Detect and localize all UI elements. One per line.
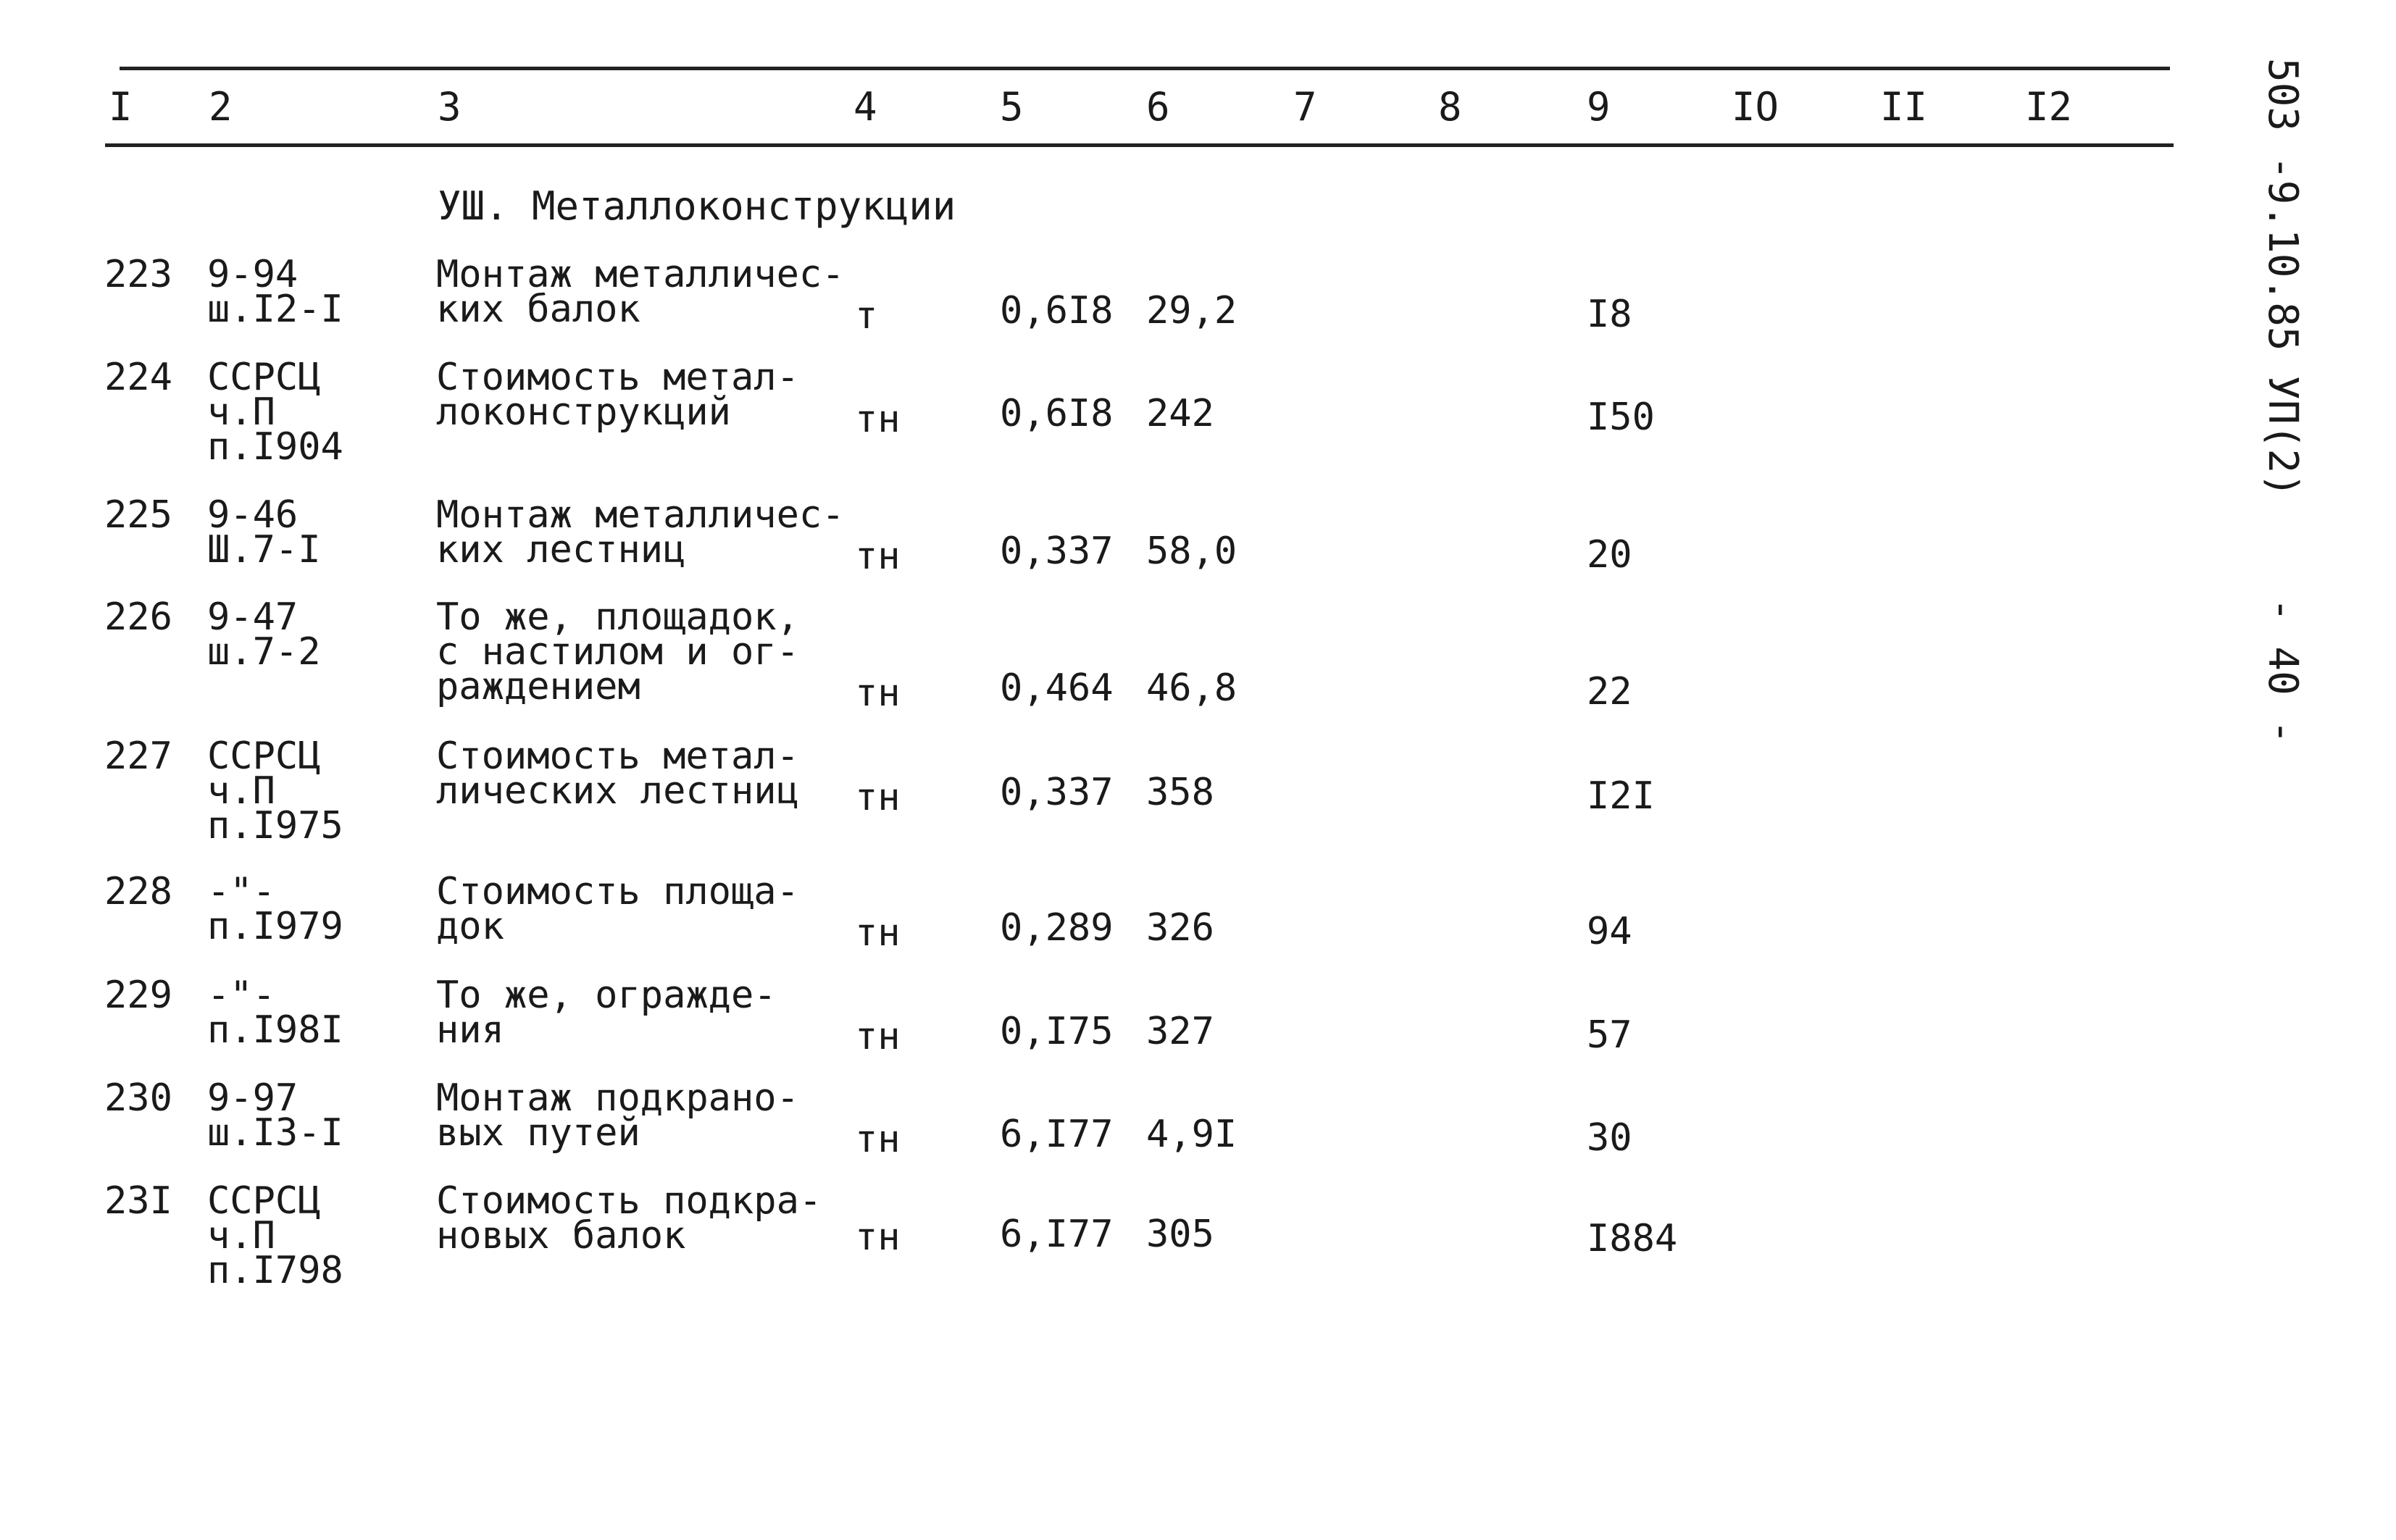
unit-price: 242	[1146, 392, 1214, 435]
column-header: 9	[1587, 84, 1611, 130]
column-header: IO	[1732, 84, 1779, 130]
quantity: 0,6I8	[1000, 392, 1114, 435]
norm-code: -"- п.I98I	[207, 974, 343, 1052]
column-header: I2	[2025, 84, 2073, 130]
row-number: 226	[104, 595, 172, 639]
unit: тн	[855, 1015, 901, 1058]
unit-price: 305	[1146, 1213, 1214, 1256]
row-number: 228	[104, 870, 172, 913]
work-description: Стоимость подкра- новых балок	[436, 1179, 822, 1257]
column-header: 6	[1146, 84, 1170, 130]
work-description: Стоимость метал- локонструкций	[436, 356, 799, 434]
quantity: 0,337	[1000, 771, 1114, 814]
row-number: 229	[104, 974, 172, 1017]
work-description: То же, огражде- ния	[436, 974, 777, 1052]
page-number: - 40 -	[2259, 598, 2306, 745]
document-code: 503 -9.10.85 УП(2)	[2259, 58, 2306, 498]
norm-code: 9-47 ш.7-2	[207, 595, 321, 674]
column-header: 3	[438, 84, 462, 130]
unit-price: 46,8	[1146, 666, 1237, 710]
total-cost: I884	[1587, 1217, 1678, 1260]
norm-code: ССРСЦ ч.П п.I798	[207, 1179, 343, 1292]
norm-code: 9-97 ш.I3-I	[207, 1076, 343, 1155]
work-description: Монтаж подкрано- вых путей	[436, 1076, 799, 1155]
norm-code: 9-46 Ш.7-I	[207, 493, 321, 572]
row-number: 227	[104, 735, 172, 778]
row-number: 23I	[104, 1179, 172, 1223]
quantity: 0,I75	[1000, 1010, 1114, 1053]
work-description: Стоимость метал- лических лестниц	[436, 735, 799, 813]
section-title: УШ. Металлоконструкции	[438, 183, 956, 229]
unit: тн	[855, 1215, 901, 1259]
work-description: Стоимость площа- док	[436, 870, 799, 948]
unit-price: 326	[1146, 906, 1214, 950]
quantity: 0,6I8	[1000, 289, 1114, 332]
column-header: 5	[1000, 84, 1024, 130]
unit: тн	[855, 1118, 901, 1161]
unit-price: 4,9I	[1146, 1113, 1237, 1156]
unit-price: 327	[1146, 1010, 1214, 1053]
total-cost: I50	[1587, 396, 1655, 439]
header-top-rule	[120, 67, 2170, 70]
quantity: 6,I77	[1000, 1113, 1114, 1156]
work-description: Монтаж металличес- ких балок	[436, 253, 845, 331]
quantity: 6,I77	[1000, 1213, 1114, 1256]
column-header: 2	[209, 84, 233, 130]
column-header: 7	[1293, 84, 1317, 130]
total-cost: 94	[1587, 910, 1632, 953]
norm-code: -"- п.I979	[207, 870, 343, 948]
row-number: 225	[104, 493, 172, 537]
column-header: I	[109, 84, 133, 130]
norm-code: ССРСЦ ч.П п.I904	[207, 356, 343, 469]
unit: т	[855, 294, 878, 338]
unit: тн	[855, 535, 901, 578]
column-header: II	[1880, 84, 1928, 130]
quantity: 0,289	[1000, 906, 1114, 950]
total-cost: 57	[1587, 1013, 1632, 1057]
header-bottom-rule	[105, 143, 2174, 147]
unit: тн	[855, 398, 901, 441]
norm-code: ССРСЦ ч.П п.I975	[207, 735, 343, 848]
total-cost: I2I	[1587, 774, 1655, 818]
total-cost: 30	[1587, 1116, 1632, 1160]
unit-price: 29,2	[1146, 289, 1237, 332]
norm-code: 9-94 ш.I2-I	[207, 253, 343, 331]
row-number: 223	[104, 253, 172, 296]
unit: тн	[855, 671, 901, 715]
total-cost: 22	[1587, 670, 1632, 713]
row-number: 230	[104, 1076, 172, 1120]
quantity: 0,464	[1000, 666, 1114, 710]
column-header: 4	[853, 84, 877, 130]
unit-price: 58,0	[1146, 530, 1237, 573]
work-description: То же, площадок, с настилом и ог- раждением	[436, 595, 799, 708]
work-description: Монтаж металличес- ких лестниц	[436, 493, 845, 572]
unit: тн	[855, 776, 901, 819]
row-number: 224	[104, 356, 172, 399]
unit: тн	[855, 911, 901, 955]
unit-price: 358	[1146, 771, 1214, 814]
total-cost: I8	[1587, 293, 1632, 336]
total-cost: 20	[1587, 533, 1632, 577]
quantity: 0,337	[1000, 530, 1114, 573]
column-header: 8	[1438, 84, 1462, 130]
